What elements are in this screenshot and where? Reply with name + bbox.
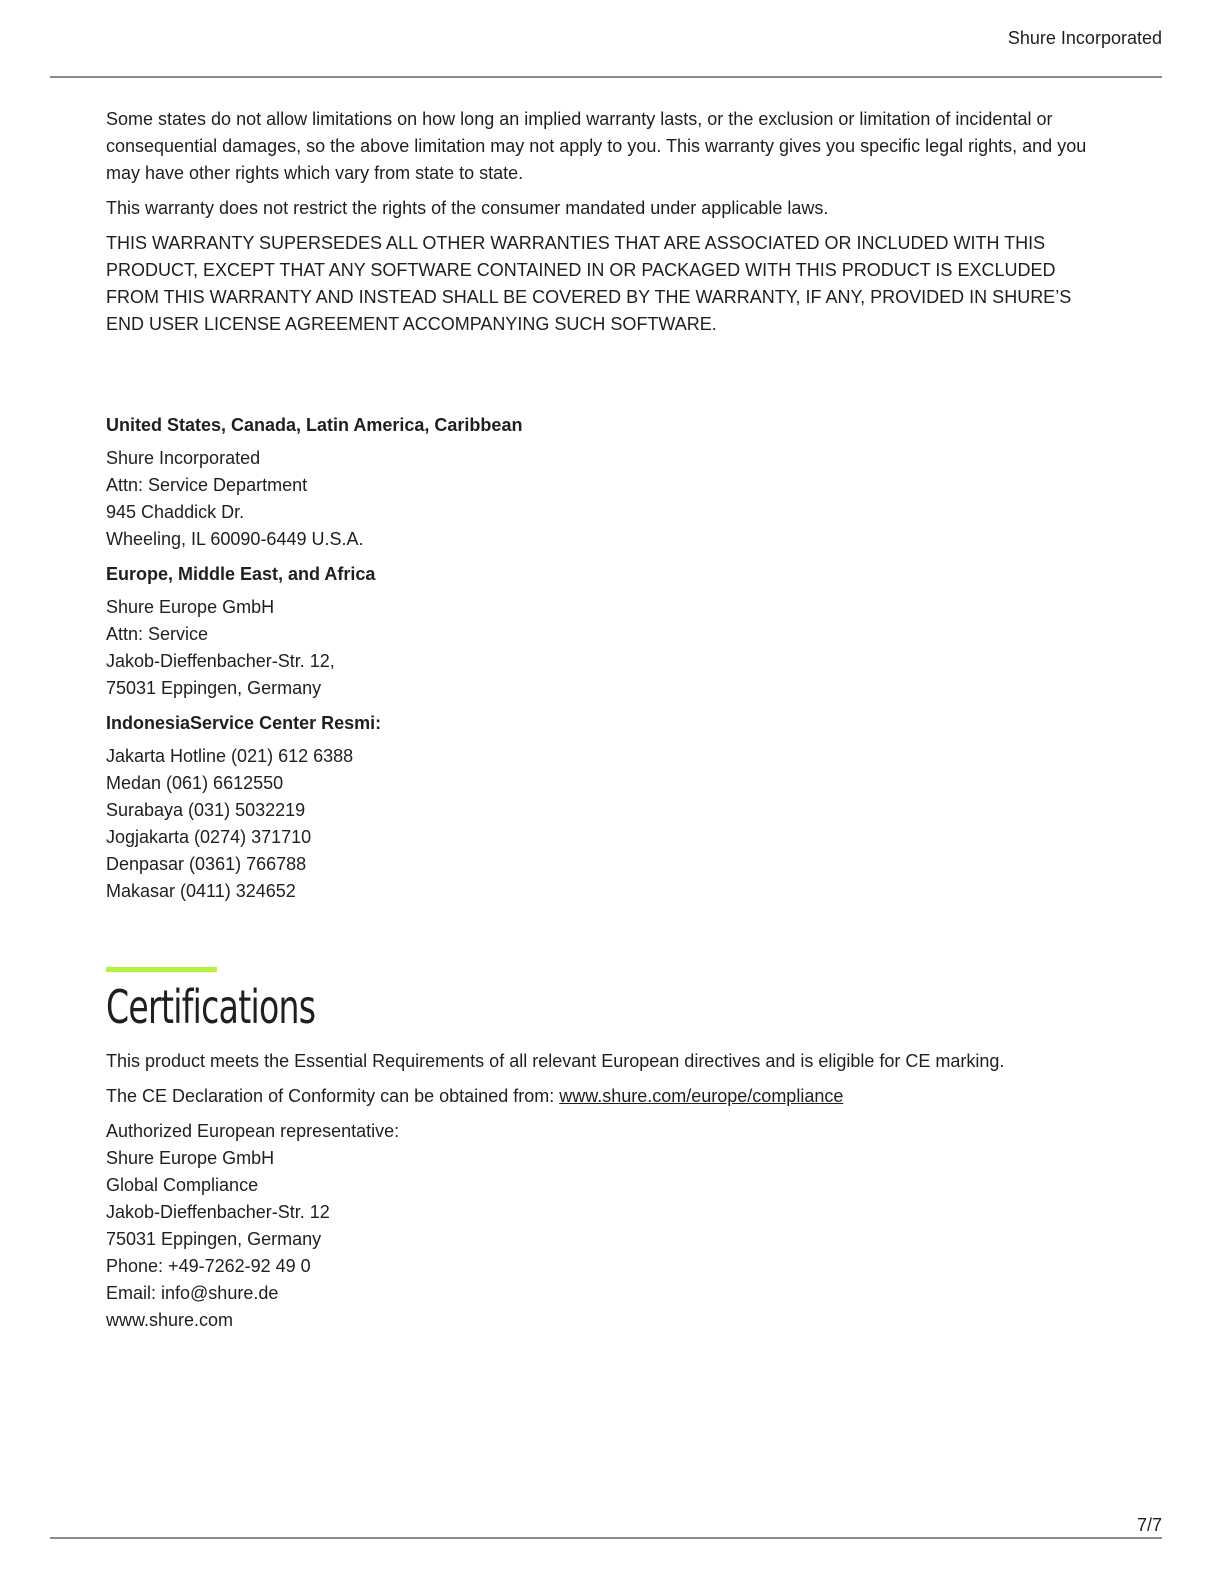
address-line: 945 Chaddick Dr.	[106, 502, 245, 522]
service-center-line: Surabaya (031) 5032219	[106, 800, 306, 820]
header-company-name: Shure Incorporated	[1007, 28, 1162, 48]
representative-line: Global Compliance	[106, 1175, 259, 1195]
ce-declaration	[106, 1083, 1106, 1110]
address-line: 75031 Eppingen, Germany	[106, 678, 322, 698]
address-line: Shure Europe GmbH	[106, 597, 275, 617]
warranty-paragraph-3: THIS WARRANTY SUPERSEDES ALL OTHER WARRANTIES THAT ARE ASSOCIATED OR INCLUDED WITH THIS PRODUCT, EXCEPT THAT ANY SOFTWARE CONTAINED IN OR PACKAGED WITH THIS PRODUCT IS EXCLUDED FROM THIS WARRANTY AND INSTEAD SHALL BE COVERED BY THE WARRANTY, IF ANY, PROVIDED IN SHURE’S END USER LICENSE AGREEMENT ACCOMPANYING SUCH SOFTWARE.	[106, 233, 1072, 334]
address-indonesia	[106, 743, 1106, 905]
representative-line: Authorized European representative:	[106, 1121, 400, 1141]
ce-statement: This product meets the Essential Requirements of all relevant European directives and is eligible for CE marking.	[106, 1051, 1005, 1071]
footer-divider	[50, 1537, 1162, 1539]
page-content	[106, 106, 1106, 1342]
representative-line: Jakob-Dieffenbacher-Str. 12	[106, 1202, 330, 1222]
representative-email: Email: info@shure.de	[106, 1283, 279, 1303]
representative-website: www.shure.com	[106, 1310, 234, 1330]
address-us	[106, 445, 1106, 553]
region-heading-emea: Europe, Middle East, and Africa	[106, 564, 376, 584]
region-heading-us: United States, Canada, Latin America, Caribbean	[106, 415, 523, 435]
service-center-line: Jakarta Hotline (021) 612 6388	[106, 746, 354, 766]
page-number: 7/7	[1136, 1515, 1162, 1535]
section-spacer	[106, 913, 1106, 967]
warranty-paragraph-2: This warranty does not restrict the rights of the consumer mandated under applicable laws.	[106, 198, 829, 218]
region-emea	[106, 561, 1106, 702]
representative-phone: Phone: +49-7262-92 49 0	[106, 1256, 311, 1276]
warranty-paragraph-1: Some states do not allow limitations on how long an implied warranty lasts, or the exclusion or limitation of incidental or consequential damages, so the above limitation may not apply to you. This warranty gives you specific legal rights, and you may have other rights which vary from state to state.	[106, 109, 1087, 183]
compliance-link[interactable]: www.shure.com/europe/compliance	[559, 1086, 844, 1106]
european-representative	[106, 1118, 1106, 1334]
address-line: Attn: Service Department	[106, 475, 308, 495]
region-indonesia	[106, 710, 1106, 905]
representative-line: Shure Europe GmbH	[106, 1148, 275, 1168]
header-divider	[50, 76, 1162, 78]
section-spacer	[106, 346, 1106, 412]
region-us	[106, 412, 1106, 553]
service-center-line: Makasar (0411) 324652	[106, 881, 296, 901]
representative-line: 75031 Eppingen, Germany	[106, 1229, 322, 1249]
service-center-line: Jogjakarta (0274) 371710	[106, 827, 312, 847]
address-line: Shure Incorporated	[106, 448, 261, 468]
address-line: Attn: Service	[106, 624, 209, 644]
service-center-line: Medan (061) 6612550	[106, 773, 284, 793]
certifications-section	[106, 967, 1106, 1334]
ce-declaration-text: The CE Declaration of Conformity can be obtained from:	[106, 1086, 560, 1106]
address-emea	[106, 594, 1106, 702]
address-line: Wheeling, IL 60090-6449 U.S.A.	[106, 529, 364, 549]
section-accent-bar	[106, 967, 217, 972]
certifications-title: Certifications	[106, 980, 316, 1034]
region-heading-indonesia: IndonesiaService Center Resmi:	[106, 713, 382, 733]
service-center-line: Denpasar (0361) 766788	[106, 854, 307, 874]
address-line: Jakob-Dieffenbacher-Str. 12,	[106, 651, 335, 671]
